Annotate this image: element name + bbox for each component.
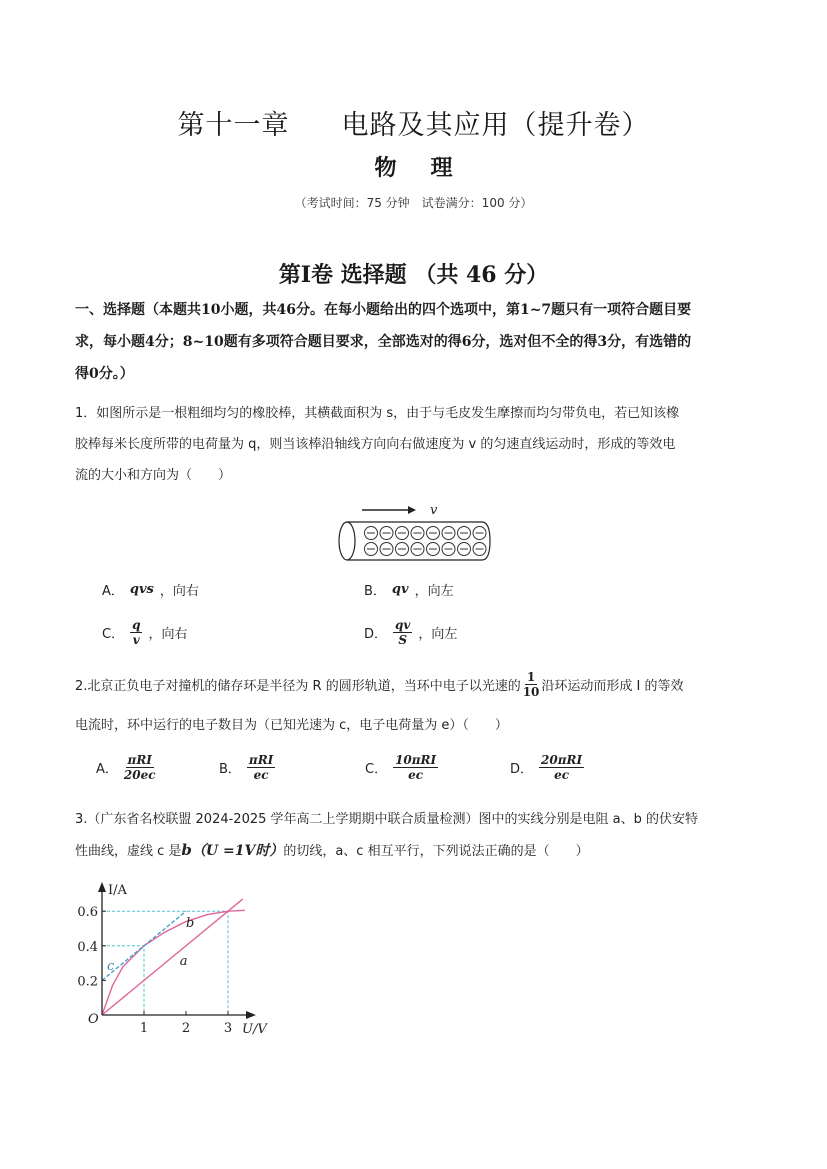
origin-label: O: [88, 1012, 99, 1027]
chapter-title: [0, 103, 827, 142]
q3-text-part-1: 性曲线，虚线 c 是: [75, 844, 182, 859]
instructions-line-1: 一、选择题（本题共10小题，共46分。在每小题给出的四个选项中，第1~7题只有一项符合题目要: [75, 302, 692, 318]
q3-curve-b: b: [181, 841, 192, 859]
chart-series: [102, 899, 245, 1015]
fraction-denominator: ec: [253, 768, 269, 782]
subject-char-2: 理: [430, 155, 453, 181]
arrow-head-icon: [408, 506, 416, 514]
option-letter: C．: [365, 762, 388, 777]
x-tick-label: 2: [181, 1021, 191, 1036]
option-letter: D．: [364, 627, 388, 642]
velocity-label: v: [430, 503, 438, 518]
option-direction: ，向右: [159, 584, 199, 599]
fraction-numerator: q: [132, 618, 141, 632]
q1-text-line-1: 1．如图所示是一根粗细均匀的橡胶棒，其横截面积为 s，由于与毛皮发生摩擦而均匀带负电，若已知该橡: [75, 406, 680, 421]
q3-text-line-2: [75, 840, 589, 860]
series-label-b: b: [186, 915, 195, 931]
fraction-numerator: 10πRI: [395, 753, 437, 767]
option-letter: C．: [102, 627, 125, 642]
iv-characteristic-chart: [70, 878, 290, 1043]
fraction-numerator: πRI: [248, 753, 274, 767]
q2-option-b[interactable]: [219, 753, 275, 782]
y-tick-label: 0.2: [77, 974, 98, 990]
q1-option-b[interactable]: [364, 580, 454, 599]
option-fraction: [124, 753, 156, 782]
option-direction: ，向右: [148, 627, 188, 642]
option-letter: B．: [219, 762, 241, 777]
instructions-line-3: 得0分。）: [75, 366, 134, 382]
rubber-rod-figure: [334, 498, 494, 564]
x-axis-arrow-icon: [246, 1011, 256, 1019]
option-direction: ，向左: [418, 627, 458, 642]
fraction-denominator: 20ec: [123, 768, 156, 782]
x-axis-label: U/V: [242, 1022, 267, 1037]
fraction-denominator: S: [398, 633, 408, 647]
option-fraction: [130, 618, 142, 647]
q2-option-c[interactable]: [365, 753, 438, 782]
option-direction: ，向左: [414, 584, 454, 599]
fraction-numerator: πRI: [127, 753, 152, 767]
chapter-name: 电路及其应用（提升卷）: [341, 110, 650, 141]
q1-text-line-3: 流的大小和方向为（ ）: [75, 468, 232, 483]
rod-end: [339, 522, 355, 560]
y-tick-label: 0.4: [77, 939, 98, 955]
fraction-denominator: ec: [554, 768, 570, 782]
q2-fraction: [523, 670, 540, 699]
option-fraction: [539, 753, 584, 782]
q3-condition: （U =1V时）: [191, 843, 284, 859]
guide-line: [102, 946, 144, 1015]
q2-text-line-1: [75, 670, 684, 699]
chapter-number: 第十一章: [177, 110, 290, 141]
series-label-a: a: [179, 953, 188, 969]
fraction-numerator: 20πRI: [541, 753, 583, 767]
exam-info: （考试时间：75 分钟 试卷满分：100 分）: [294, 196, 533, 210]
fraction-denominator: ec: [408, 768, 424, 782]
option-letter: D．: [510, 762, 534, 777]
subject-title: [0, 151, 827, 182]
option-fraction: [393, 753, 438, 782]
q3-text-line-1: 3.（广东省名校联盟 2024-2025 学年高二上学期期中联合质量检测）图中的实线分别是电阻 a、b 的伏安特: [75, 812, 699, 827]
q1-option-c[interactable]: [102, 618, 187, 647]
y-tick-label: 0.6: [77, 905, 98, 921]
negative-charges: [365, 527, 487, 556]
q2-text-part-2: 沿环运动而形成 I 的等效: [541, 679, 684, 694]
q2-text-line-2: 电流时，环中运行的电子数目为（已知光速为 c，电子电荷量为 e）（ ）: [75, 718, 508, 733]
series-a: [102, 899, 243, 1015]
fraction-numerator: 1: [526, 670, 536, 684]
q2-text-part-1: 2.北京正负电子对撞机的储存环是半径为 R 的圆形轨道，当环中电子以光速的: [75, 679, 521, 694]
x-tick-label: 3: [223, 1021, 233, 1036]
fraction-numerator: qv: [395, 618, 411, 632]
option-expression: qv: [391, 582, 409, 597]
option-letter: A．: [102, 584, 124, 599]
q3-text-part-2: 的切线，a、c 相互平行，下列说法正确的是（ ）: [283, 844, 589, 859]
option-fraction: [247, 753, 275, 782]
q1-option-a[interactable]: [102, 580, 199, 599]
option-expression: qvs: [129, 582, 154, 597]
instructions-line-2: 求，每小题4分；8~10题有多项符合题目要求，全部选对的得6分，选对但不全的得3分，有选错的: [75, 334, 692, 350]
section-title: 第Ⅰ卷 选择题 （共 46 分）: [278, 262, 549, 288]
y-axis-label: I/A: [108, 883, 127, 898]
y-axis-arrow-icon: [98, 882, 106, 892]
series-label-c: c: [107, 959, 115, 975]
fraction-denominator: 10: [522, 685, 540, 699]
option-letter: A．: [96, 762, 118, 777]
q1-option-d[interactable]: [364, 618, 457, 647]
option-letter: B．: [364, 584, 386, 599]
subject-char-1: 物: [374, 155, 397, 181]
q1-text-line-2: 胶棒每米长度所带的电荷量为 q，则当该棒沿轴线方向向右做速度为 v 的匀速直线运动时，形成的等效电: [75, 437, 676, 452]
x-tick-label: 1: [139, 1021, 149, 1036]
q2-option-d[interactable]: [510, 753, 584, 782]
chart-labels: [77, 883, 268, 1037]
fraction-denominator: v: [132, 633, 140, 647]
option-fraction: [393, 618, 412, 647]
q2-option-a[interactable]: [96, 753, 156, 782]
